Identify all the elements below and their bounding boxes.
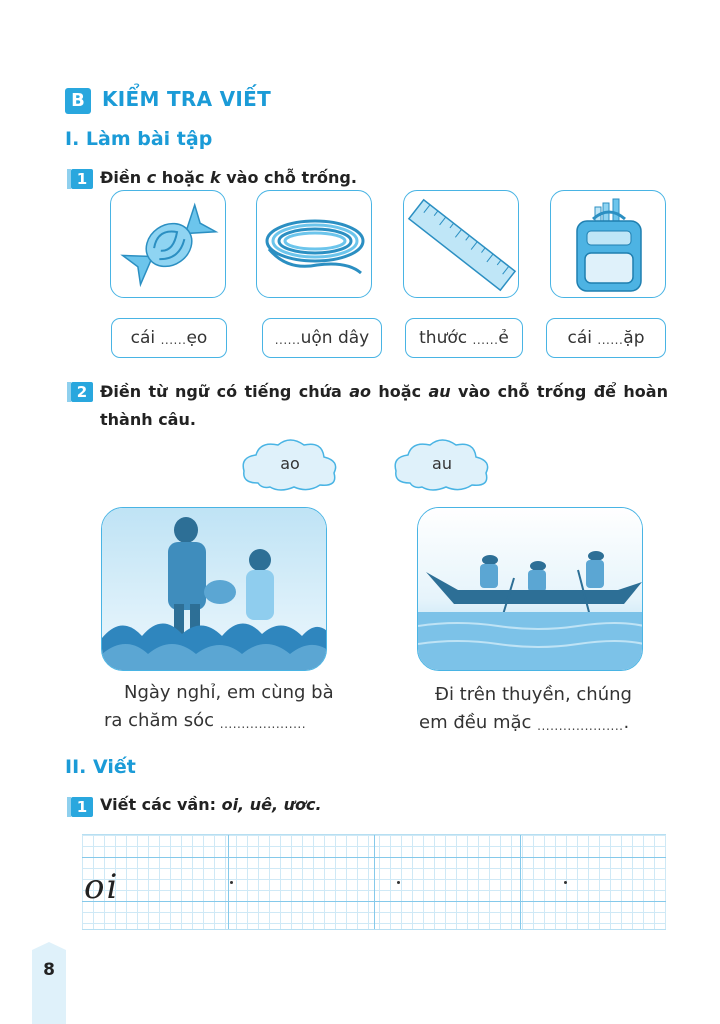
exercise-number: 1 [71,797,93,817]
word-box: ...... uộn dây [262,318,382,358]
backpack-icon [551,191,667,299]
part2-title: II. Viết [65,756,136,778]
word-box: thước ...... ẻ [405,318,523,358]
boat-picture [417,507,643,671]
exercise-number: 1 [71,169,93,189]
caption-right: Đi trên thuyền, chúng em đều mặc ..................... [419,684,632,733]
blank[interactable]: ...... [160,333,187,347]
cloud-label: ao [280,454,300,473]
ruler-picture [403,190,519,298]
word-box: cái ...... ặp [546,318,666,358]
blank[interactable]: ...... [274,333,301,347]
page-number: 8 [43,960,55,980]
garden-illustration [102,508,327,671]
caption-left: Ngày nghỉ, em cùng bà ra chăm sóc .................... [104,682,334,731]
rope-picture [256,190,372,298]
blank[interactable]: .................... [537,719,624,733]
candy-picture [110,190,226,298]
grid-dot [397,881,400,884]
exercise1-instruction: Điền c hoặc k vào chỗ trống. [100,168,357,187]
blank[interactable]: .................... [219,717,307,731]
grid-dot [230,881,233,884]
cloud-label: au [432,454,452,473]
handwriting-grid[interactable] [82,834,666,930]
section-title: KIỂM TRA VIẾT [102,87,272,111]
part1-title: I. Làm bài tập [65,128,213,150]
sample-writing: oi [84,867,120,907]
cloud-ao [238,437,342,493]
exercise2-instruction: Điền từ ngữ có tiếng chứa ao hoặc au vào chỗ trống để hoàn thành câu. [100,382,668,429]
blank[interactable]: ...... [472,333,499,347]
rope-icon [257,191,373,299]
exercise-number: 2 [71,382,93,402]
candy-icon [111,191,227,299]
word-box: cái ...... ẹo [111,318,227,358]
backpack-picture [550,190,666,298]
cloud-au [390,437,494,493]
section-badge: B [65,88,91,114]
grandmother-garden-picture [101,507,327,671]
boat-illustration [418,508,643,671]
part2-instruction: Viết các vần: oi, uê, ươc. [100,795,322,814]
page-tab [32,950,66,1024]
ruler-icon [404,191,520,299]
blank[interactable]: ...... [597,333,624,347]
grid-dot [564,881,567,884]
